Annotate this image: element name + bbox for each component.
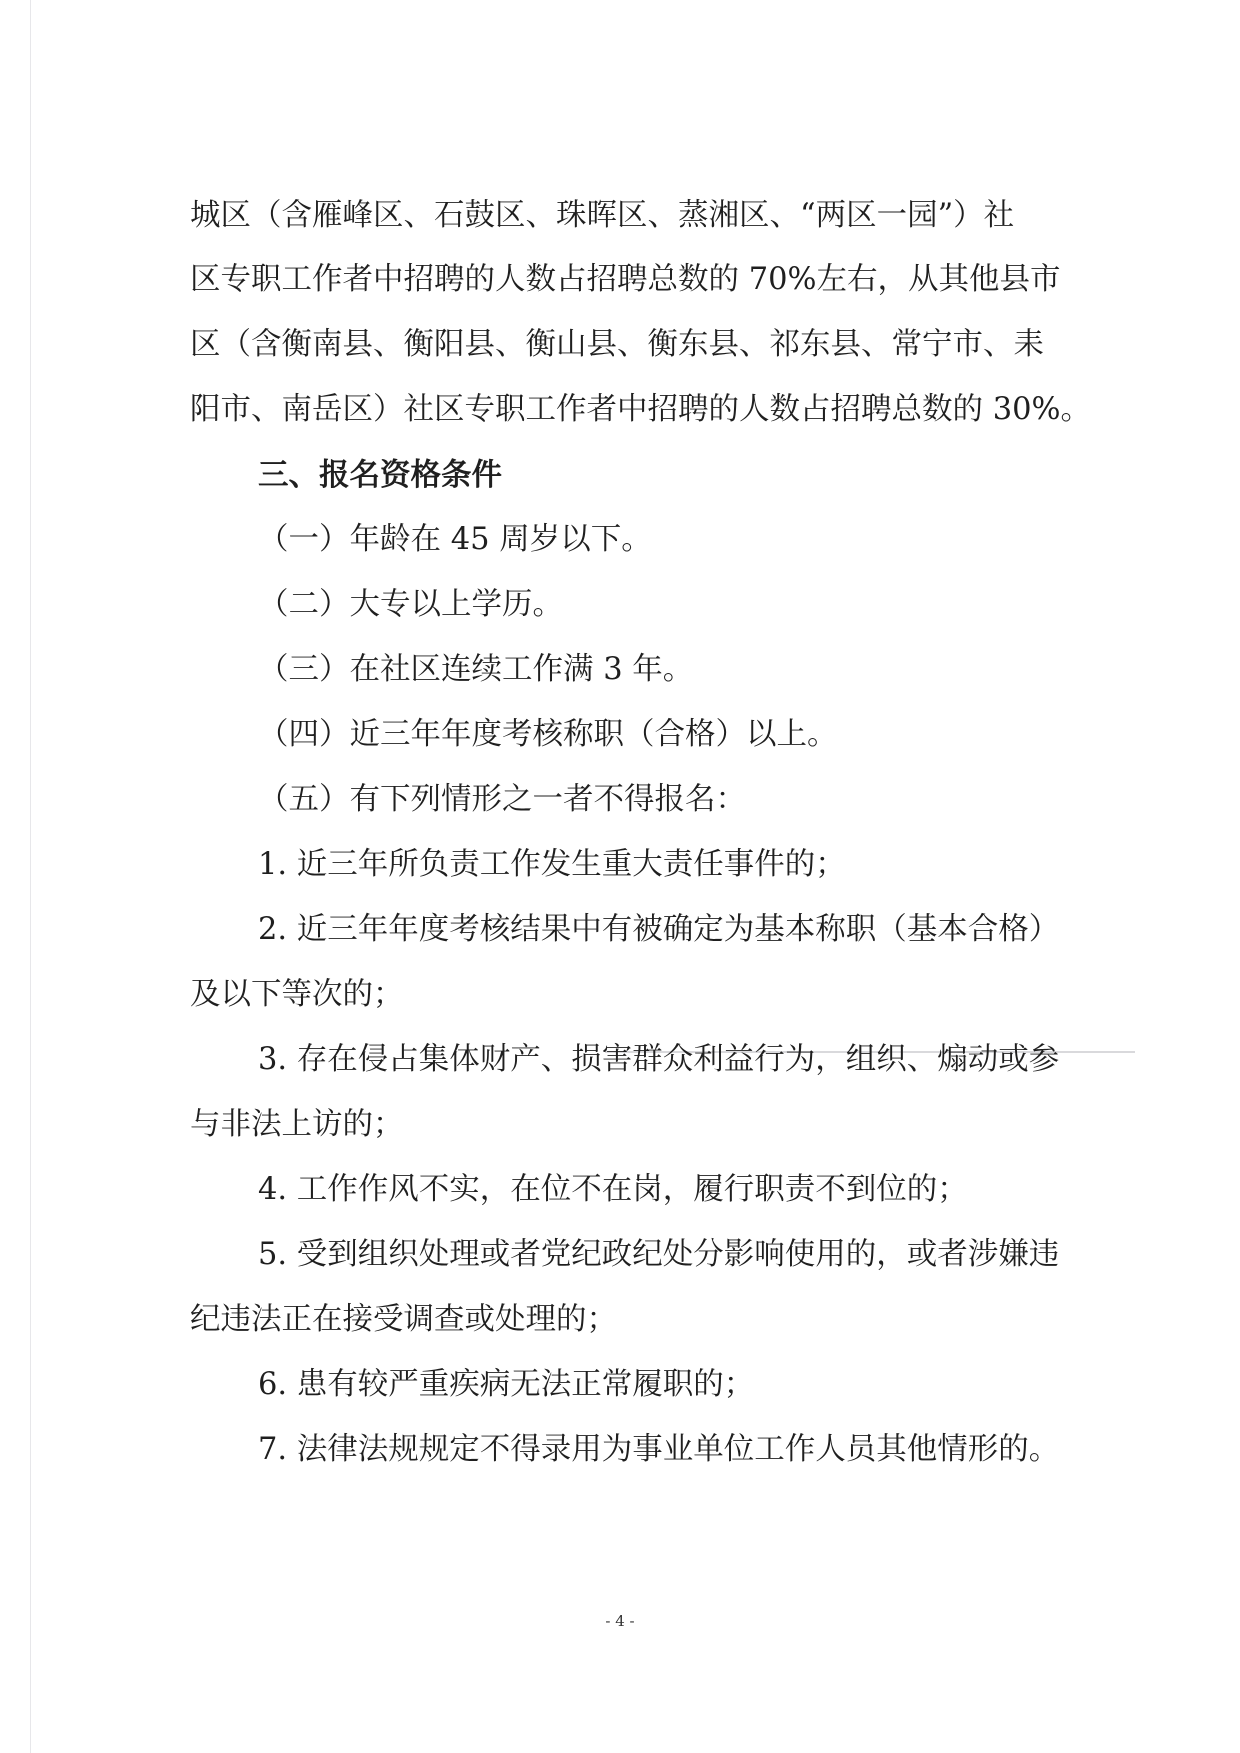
list-item: （五）有下列情形之一者不得报名： [258,782,746,817]
list-item: 6. 患有较严重疾病无法正常履职的； [258,1367,755,1402]
paragraph-line: 及以下等次的； [190,977,404,1012]
section-heading: 三、报名资格条件 [258,457,502,493]
list-item: 2. 近三年年度考核结果中有被确定为基本称职（基本合格） [258,912,1060,947]
paragraph-line: 区（含衡南县、衡阳县、衡山县、衡东县、祁东县、常宁市、耒 [190,327,1044,362]
list-item: 1. 近三年所负责工作发生重大责任事件的； [258,847,846,882]
paragraph-line: 阳市、南岳区）社区专职工作者中招聘的人数占招聘总数的 30%。 [190,392,1091,427]
list-item: （三）在社区连续工作满 3 年。 [258,652,694,687]
list-item: （四）近三年年度考核称职（合格）以上。 [258,717,838,752]
list-item: 5. 受到组织处理或者党纪政纪处分影响使用的，或者涉嫌违 [258,1237,1060,1272]
scan-edge-line [30,0,31,1753]
paragraph-line: 区专职工作者中招聘的人数占招聘总数的 70%左右，从其他县市 [190,262,1061,297]
list-item: 4. 工作作风不实，在位不在岗，履行职责不到位的； [258,1172,968,1207]
list-item: （一）年龄在 45 周岁以下。 [258,522,652,557]
paragraph-line: 城区（含雁峰区、石鼓区、珠晖区、蒸湘区、“两区一园”）社 [190,198,1015,233]
page-number: - 4 - [605,1612,635,1630]
list-item: （二）大专以上学历。 [258,587,563,622]
list-item: 3. 存在侵占集体财产、损害群众利益行为，组织、煽动或参 [258,1042,1060,1077]
paragraph-line: 纪违法正在接受调查或处理的； [190,1302,617,1337]
list-item: 7. 法律法规规定不得录用为事业单位工作人员其他情形的。 [258,1432,1060,1467]
paragraph-line: 与非法上访的； [190,1107,404,1142]
